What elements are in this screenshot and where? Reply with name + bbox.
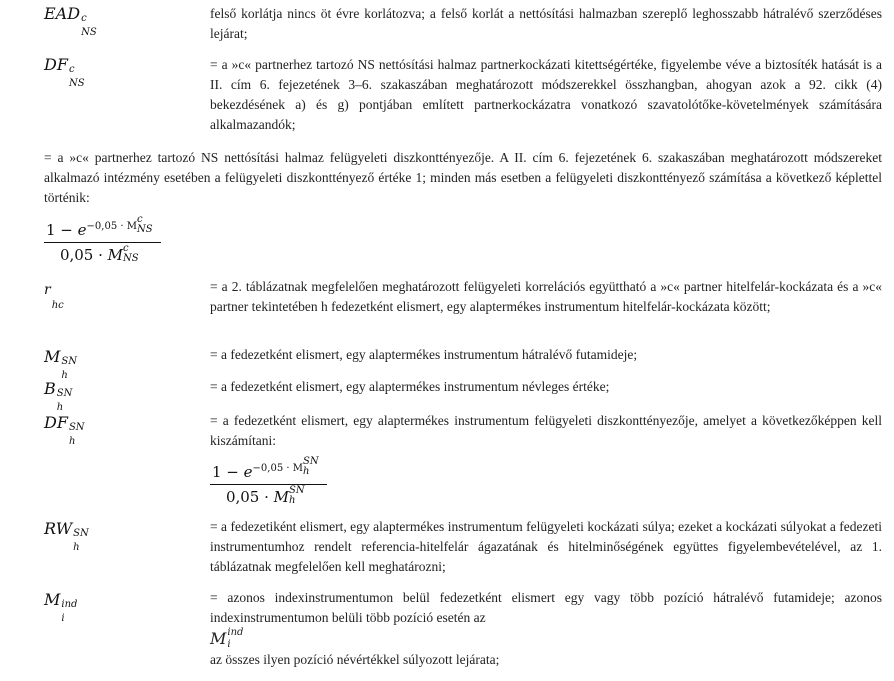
- definition-m-i-ind-text-end: az összes ilyen pozíció névértékkel súlyozott lejárata;: [210, 652, 500, 667]
- formula-discount-factor-h: [210, 455, 327, 507]
- formula-denominator: 0,05 · M c NS: [59, 243, 139, 264]
- formula-numerator: $1 - e^{-0,05 \cdot M c NS}$: [46, 213, 153, 239]
- formula-numerator: $1 - e^{-0,05 \cdot M SN h}$: [212, 455, 319, 481]
- symbol-m-i-ind: M ind i: [44, 590, 78, 624]
- definition-ead: felső korlátja nincs öt évre korlátozva; a felső korlát a nettósítási halmazban szereplő leghosszabb hátralévő szerződéses lejárat;: [210, 6, 882, 41]
- formula-discount-factor-ns: [44, 213, 161, 265]
- definition-m-i-ind-text: = azonos indexinstrumentumon belül fedezetként elismert egy vagy több pozíció hátralévő futamideje; azonos indexinstrumentumon belüli több pozíció esetén az: [210, 590, 882, 625]
- definition-df-h-sn: = a fedezetként elismert, egy alaptermékes instrumentum felügyeleti diszkonttényezője, amelyet a következőképpen kell kiszámítani:: [210, 413, 882, 448]
- symbol-df-h-sn: DF SN h: [44, 413, 85, 447]
- formula-denominator: 0,05 · M SN h: [225, 485, 305, 506]
- symbol-rw-h-sn: RW SN h: [44, 519, 89, 553]
- symbol-m-h-sn: M SN h: [44, 347, 77, 381]
- symbol-b-h-sn: B SN h: [44, 379, 73, 413]
- definition-m-i-ind: [210, 588, 882, 670]
- symbol-df-c-ns: DF c NS: [44, 55, 85, 89]
- symbol-r-hc: r hc: [44, 282, 64, 311]
- definition-b-h-sn: = a fedezetként elismert, egy alaptermékes instrumentum névleges értéke;: [210, 379, 610, 394]
- definition-df-c-ns: = a »c« partnerhez tartozó NS nettósítási halmaz partnerkockázati kitettségértéke, figyelembe véve a biztosíték hatását is a II. cím 6. fejezetének 3–6. szakaszában meghatározott módszerekkel összhangban, ahogyan azok a 92. cikk (4) bekezdésének a) és g) pontjában említett partnerkockázatra vonatkozó szavatolótőke-követelmények számítására alkalmazandók;: [210, 57, 882, 132]
- definition-m-h-sn: = a fedezetként elismert, egy alaptermékes instrumentum hátralévő futamideje;: [210, 347, 638, 362]
- definition-discount-factor-paragraph: = a »c« partnerhez tartozó NS nettósítási halmaz felügyeleti diszkonttényezője. A II. cím 6. fejezetének 6. szakaszában meghatározott módszereket alkalmazó intézmény esetében a felügyeleti diszkonttényező értéke 1; minden más esetben a felügyeleti diszkonttényező számítása a következő képlettel történik:: [44, 150, 882, 205]
- definition-rw-h-sn: = a fedezetiként elismert, egy alaptermékes instrumentum felügyeleti kockázati súlya; ezeket a kockázati súlyokat a fedezeti instrumentumhoz rendelt referencia-hitelfelár ágazatának és hitelminőségének együttes figyelembevételével, az 1. táblázatnak megfelelően kell meghatározni;: [210, 519, 882, 574]
- definition-r-hc: = a 2. táblázatnak megfelelően meghatározott felügyeleti korrelációs együttható a »c« partner hitelfelár-kockázata és a »c« partner tekintetében h fedezetként elismert, egy alaptermékes instrumentum hitelfelár-kockázata között;: [210, 279, 882, 314]
- inline-symbol-m-i-ind: M ind i: [210, 627, 244, 650]
- symbol-ead-c-ns: EAD c NS: [44, 4, 97, 38]
